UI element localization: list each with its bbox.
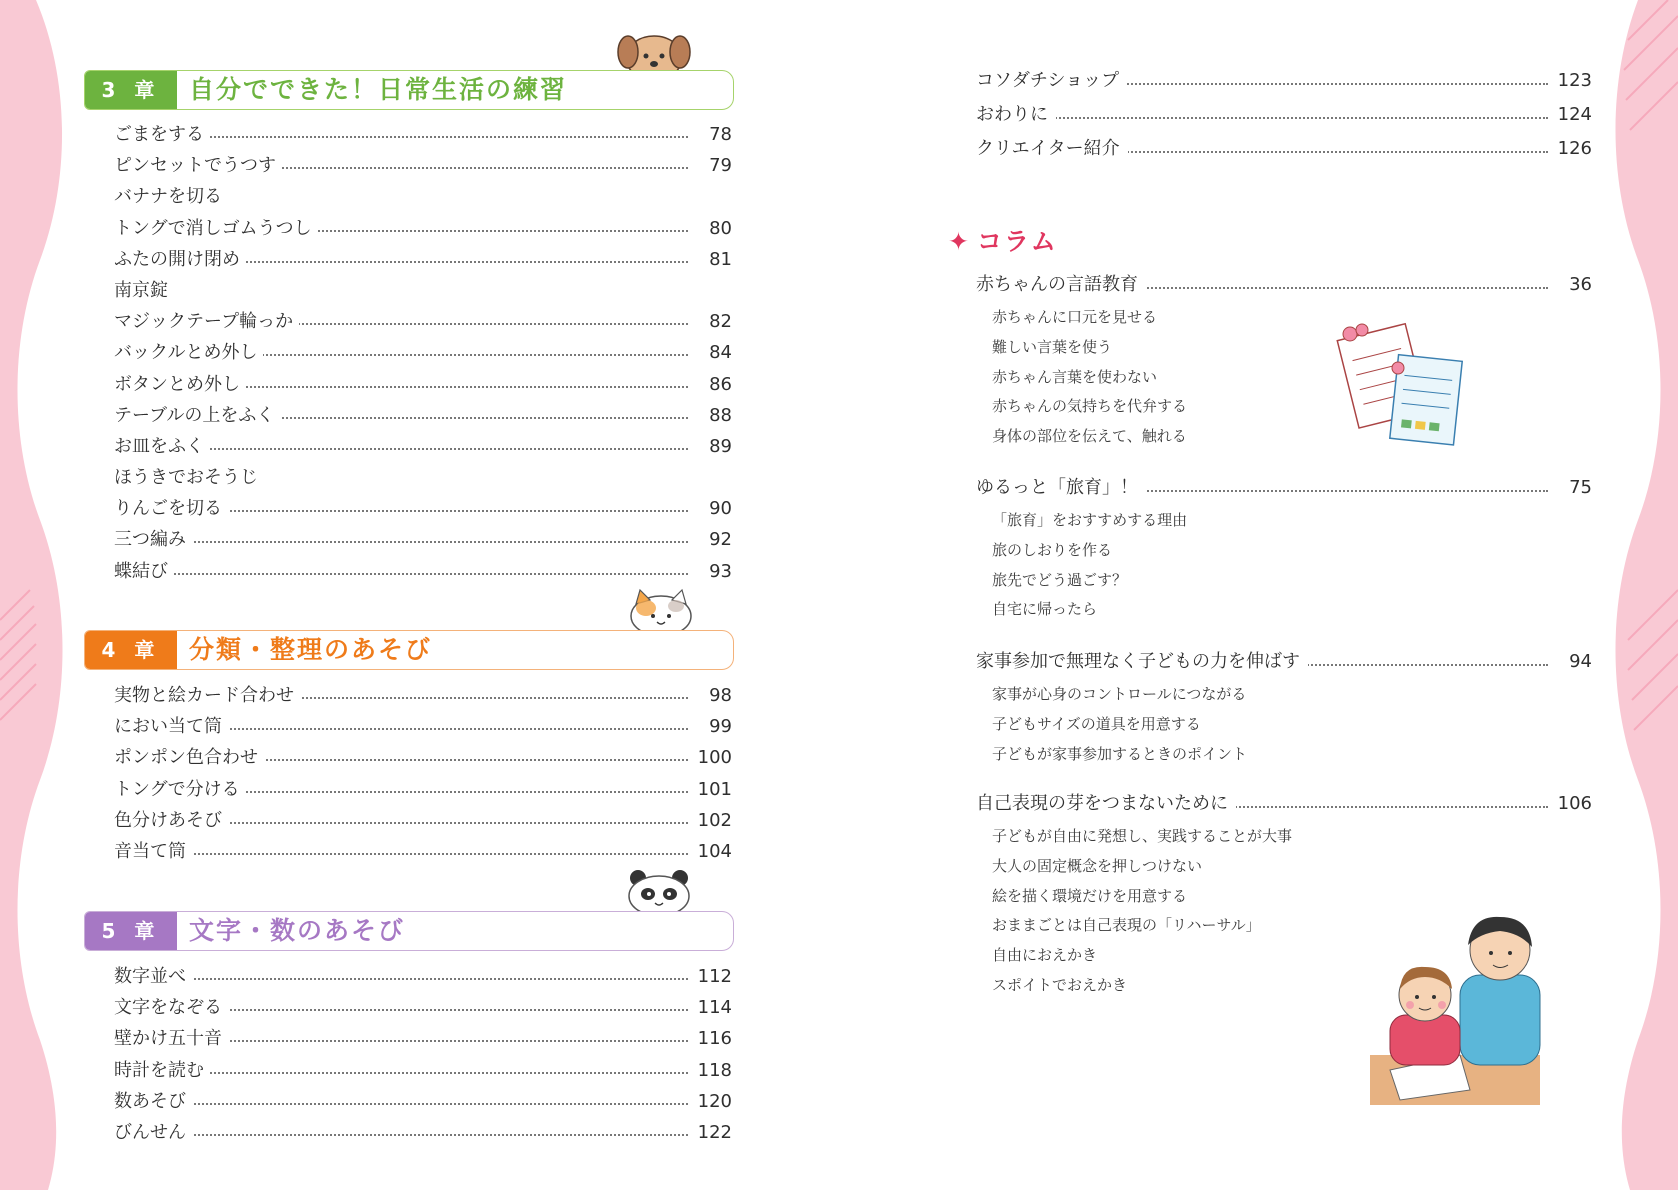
- toc-entry-title: 文字をなぞる: [114, 997, 228, 1018]
- dot-leader: [114, 1134, 688, 1136]
- toc-entry: [114, 431, 732, 462]
- column-entry-page: 106: [1548, 788, 1592, 820]
- toc-entry: [114, 213, 732, 244]
- column-entry-page: 75: [1548, 472, 1592, 504]
- chapter-3-header: [84, 70, 734, 110]
- toc-entry-page: 100: [688, 742, 732, 773]
- column-block: [976, 269, 1592, 452]
- toc-entry: [114, 774, 732, 805]
- toc-entry-page: 124: [1548, 98, 1592, 132]
- column-subtopic: 難しい言葉を使う: [992, 337, 1113, 356]
- column-entry-title: 家事参加で無理なく子どもの力を伸ばす: [976, 651, 1308, 672]
- left-page: [84, 0, 734, 1190]
- dot-leader: [114, 853, 688, 855]
- chapter-title: 分類・整理のあそび: [189, 635, 433, 664]
- column-subtopic: 自宅に帰ったら: [992, 600, 1098, 619]
- toc-entry-title: トングで消しゴムうつし: [114, 218, 318, 239]
- chapter-5-list: [114, 961, 732, 1148]
- toc-entry: [114, 493, 732, 524]
- toc-entry: [114, 150, 732, 181]
- letters-illustration: [1328, 320, 1478, 450]
- toc-entry-page: 90: [688, 493, 732, 524]
- column-subtopic: 「旅育」をおすすめする理由: [992, 511, 1188, 529]
- column-subtopic: スポイトでおえかき: [992, 975, 1128, 994]
- chapter-number: 3 章: [85, 71, 177, 109]
- chapter-4-header: [84, 630, 734, 670]
- chapter-title: 自分でできた！日常生活の練習: [189, 75, 568, 104]
- column-subtopic: おままごとは自己表現の「リハーサル」: [992, 916, 1261, 935]
- toc-entry-title: ポンポン色合わせ: [114, 747, 264, 768]
- toc-entry: [114, 524, 732, 555]
- dot-leader: [114, 541, 688, 543]
- toc-entry-page: 123: [1548, 64, 1592, 98]
- column-subtopic: 絵を描く環境だけを用意する: [992, 886, 1188, 905]
- toc-entry-title: クリエイター紹介: [976, 138, 1128, 159]
- toc-entry-page: 81: [688, 244, 732, 275]
- toc-entry-page: 78: [688, 119, 732, 150]
- toc-entry: [114, 1086, 732, 1117]
- toc-entry: [114, 680, 732, 711]
- column-subtopic: 赤ちゃんに口元を見せる: [992, 308, 1158, 326]
- toc-entry-title: 数あそび: [114, 1091, 192, 1112]
- column-subtopic-list: [992, 680, 1592, 769]
- toc-entry-page: 99: [688, 711, 732, 742]
- toc-entry: [114, 1023, 732, 1054]
- toc-entry-page: 88: [688, 400, 732, 431]
- column-entry: [976, 472, 1592, 504]
- toc-entry-title: びんせん: [114, 1122, 192, 1143]
- toc-entry-page: 82: [688, 306, 732, 337]
- star-icon: ✦: [948, 227, 971, 256]
- toc-entry-title: 音当て筒: [114, 841, 192, 862]
- toc-entry-page: 104: [688, 836, 732, 867]
- toc-entry: [114, 119, 732, 150]
- toc-entry-page: 92: [688, 524, 732, 555]
- column-entry-page: 36: [1548, 269, 1592, 301]
- chapter-5-header: [84, 911, 734, 951]
- column-subtopic: 自由におえかき: [992, 946, 1098, 965]
- column-subtopic: 大人の固定概念を押しつけない: [992, 856, 1203, 875]
- column-subtopic-list: [992, 506, 1592, 625]
- column-subtopic: 旅先でどう過ごす？: [992, 570, 1128, 589]
- toc-entry: [114, 805, 732, 836]
- toc-entry: [114, 711, 732, 742]
- toc-entry-title: 時計を読む: [114, 1060, 210, 1081]
- chapter-title: 文字・数のあそび: [189, 916, 406, 945]
- column-block: [976, 472, 1592, 625]
- toc-entry: [114, 306, 732, 337]
- toc-entry-title: 蝶結び: [114, 561, 174, 582]
- toc-entry-page: 102: [688, 805, 732, 836]
- toc-entry-title: バナナを切る: [114, 186, 228, 207]
- chapter-number: 5 章: [85, 912, 177, 950]
- toc-entry-title: トングで分ける: [114, 779, 246, 800]
- toc-entry: [114, 556, 732, 587]
- toc-entry: [114, 337, 732, 368]
- toc-entry: [114, 1117, 732, 1148]
- toc-entry: [114, 181, 732, 212]
- toc-entry-page: 126: [1548, 132, 1592, 166]
- dot-leader: [114, 978, 688, 980]
- column-entry-title: 自己表現の芽をつまないために: [976, 793, 1236, 814]
- right-decorative-band: [1608, 0, 1678, 1190]
- column-entry: [976, 788, 1592, 820]
- toc-entry: [114, 400, 732, 431]
- toc-entry-page: 80: [688, 213, 732, 244]
- toc-entry-title: 南京錠: [114, 280, 174, 301]
- right-page: [940, 0, 1590, 1190]
- toc-entry-title: ほうきでおそうじ: [114, 467, 264, 488]
- chapter-3-list: [114, 119, 732, 587]
- toc-entry-page: 112: [688, 961, 732, 992]
- toc-entry-page: 98: [688, 680, 732, 711]
- toc-entry-page: 93: [688, 556, 732, 587]
- column-entry-page: 94: [1548, 646, 1592, 678]
- toc-entry-title: テーブルの上をふく: [114, 405, 280, 426]
- toc-entry-title: コソダチショップ: [976, 70, 1127, 91]
- left-decorative-band: [0, 0, 70, 1190]
- toc-entry-page: 89: [688, 431, 732, 462]
- toc-entry-title: ボタンとめ外し: [114, 374, 246, 395]
- column-subtopic-list: [992, 303, 1592, 452]
- column-section-title: ✦ コラム: [948, 227, 1058, 256]
- column-subtopic: 子どもサイズの道具を用意する: [992, 714, 1201, 733]
- toc-entry-title: りんごを切る: [114, 498, 228, 519]
- toc-entry-title: 実物と絵カード合わせ: [114, 685, 300, 706]
- toc-entry-title: におい当て筒: [114, 716, 228, 737]
- dot-leader: [976, 117, 1548, 119]
- column-subtopic: 赤ちゃんの気持ちを代弁する: [992, 397, 1188, 416]
- toc-entry-title: マジックテープ輪っか: [114, 311, 299, 332]
- column-subtopic: 子どもが自由に発想し、実践することが大事: [992, 827, 1293, 845]
- column-entry-title: ゆるっと「旅育」！: [976, 477, 1146, 498]
- toc-entry: [114, 742, 732, 773]
- toc-entry-page: 122: [688, 1117, 732, 1148]
- toc-entry-page: 84: [688, 337, 732, 368]
- toc-entry-title: ごまをする: [114, 124, 210, 145]
- column-entry: [976, 646, 1592, 678]
- toc-entry-title: 色分けあそび: [114, 810, 228, 831]
- toc-entry-page: 116: [688, 1023, 732, 1054]
- toc-entry: [976, 98, 1592, 132]
- column-entry-title: 赤ちゃんの言語教育: [976, 274, 1146, 295]
- toc-entry-page: 86: [688, 369, 732, 400]
- toc-entry-page: 118: [688, 1055, 732, 1086]
- toc-entry-page: 120: [688, 1086, 732, 1117]
- chapter-number: 4 章: [85, 631, 177, 669]
- toc-entry: [114, 992, 732, 1023]
- toc-entry: [114, 836, 732, 867]
- toc-entry-page: 101: [688, 774, 732, 805]
- parent-child-drawing-illustration: [1360, 905, 1560, 1105]
- column-subtopic: 赤ちゃん言葉を使わない: [992, 367, 1158, 386]
- dot-leader: [114, 573, 688, 575]
- toc-entry-title: バックルとめ外し: [114, 342, 263, 363]
- toc-entry-page: 79: [688, 150, 732, 181]
- dot-leader: [114, 1103, 688, 1105]
- column-subtopic: 子どもが家事参加するときのポイント: [992, 744, 1248, 763]
- toc-entry-title: お皿をふく: [114, 436, 210, 457]
- column-entry: [976, 269, 1592, 301]
- toc-entry-title: ふたの開け閉め: [114, 249, 246, 270]
- back-matter-list: [976, 64, 1592, 166]
- toc-entry-title: 数字並べ: [114, 966, 192, 987]
- toc-entry: [114, 275, 732, 306]
- toc-entry-title: おわりに: [976, 104, 1056, 125]
- toc-entry: [976, 132, 1592, 166]
- toc-entry: [114, 1055, 732, 1086]
- column-subtopic: 身体の部位を伝えて、触れる: [992, 427, 1187, 446]
- toc-entry-title: ピンセットでうつす: [114, 155, 282, 176]
- column-subtopic: 旅のしおりを作る: [992, 540, 1113, 559]
- toc-entry-title: 三つ編み: [114, 529, 192, 550]
- chapter-4-list: [114, 680, 732, 867]
- toc-entry: [114, 462, 732, 493]
- toc-entry: [114, 369, 732, 400]
- toc-entry: [976, 64, 1592, 98]
- toc-entry-title: 壁かけ五十音: [114, 1028, 228, 1049]
- column-subtopic: 家事が心身のコントロールにつながる: [992, 685, 1247, 703]
- toc-entry: [114, 244, 732, 275]
- column-block: [976, 646, 1592, 769]
- toc-entry: [114, 961, 732, 992]
- toc-entry-page: 114: [688, 992, 732, 1023]
